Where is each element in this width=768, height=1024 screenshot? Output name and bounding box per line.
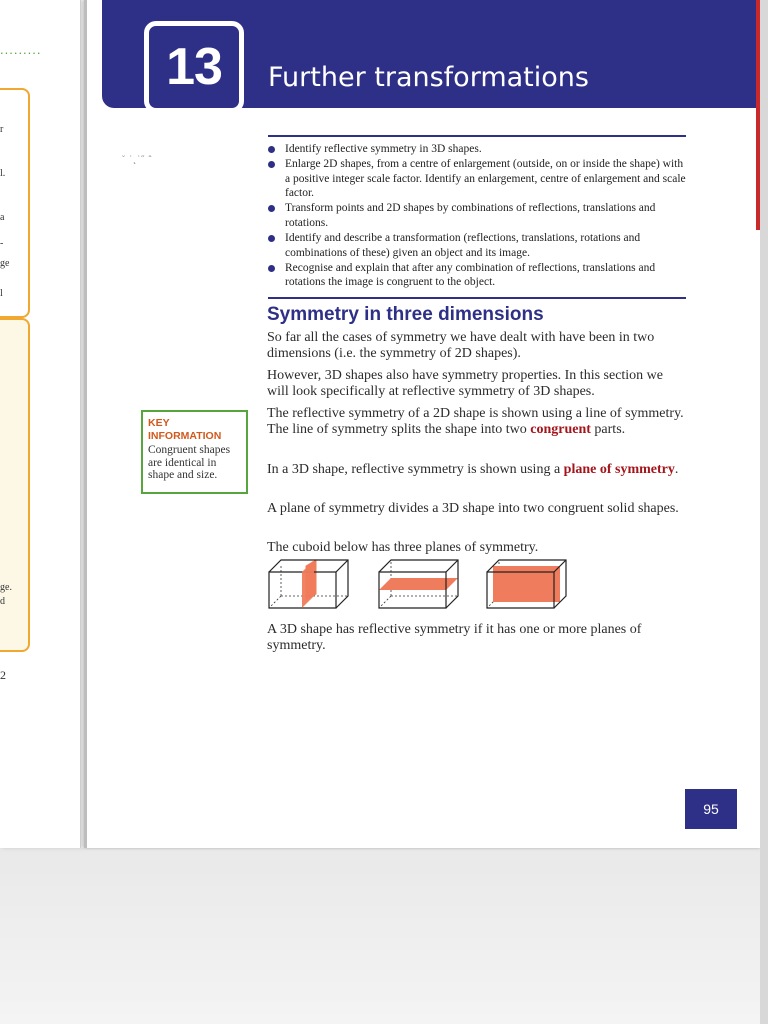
previous-page-box	[0, 318, 30, 652]
previous-page-box	[0, 88, 30, 318]
paragraph-text: In a 3D shape, reflective symmetry is shown using a	[267, 462, 564, 477]
pencil-marks: ˘ ˙˛˙˝ ˆ	[122, 154, 153, 164]
previous-page-fragment: ge.	[0, 582, 12, 593]
key-information-text: Congruent shapes are identical in shape and size.	[148, 444, 231, 481]
objective-text: Enlarge 2D shapes, from a centre of enlargement (outside, on or inside the shape) with a positive integer scale factor. Identify an enlargement, centre of enlargement and scale factor.	[285, 158, 686, 200]
previous-page-fragment: ge	[0, 258, 10, 269]
paragraph-text: .	[674, 462, 679, 477]
paragraph: A plane of symmetry divides a 3D shape into two congruent solid shapes.	[267, 501, 679, 516]
bullet-icon	[268, 205, 275, 212]
bullet-icon	[268, 235, 275, 242]
previous-page-number: 2	[0, 668, 6, 682]
cuboid-horizontal-plane-icon	[379, 560, 458, 608]
paragraph: A 3D shape has reflective symmetry if it has one or more planes of symmetry.	[267, 622, 642, 653]
objective-text: Identify reflective symmetry in 3D shapes.	[285, 143, 482, 155]
bullet-icon	[268, 265, 275, 272]
objective-item	[268, 231, 688, 260]
cuboid-front-plane-icon	[487, 560, 566, 608]
key-term-congruent: congruent	[530, 422, 591, 437]
previous-page-dotted-line: .........	[0, 42, 42, 57]
previous-page	[0, 0, 81, 848]
chapter-number-badge: 13	[144, 21, 244, 113]
objective-text: Transform points and 2D shapes by combinations of reflections, translations and rotations.	[285, 202, 656, 229]
paragraph-text: parts.	[590, 422, 626, 437]
paragraph-text: The reflective symmetry of a 2D shape is shown using a line of symmetry. The line of symmetry splits the shape into two	[267, 406, 684, 437]
previous-page-fragment: l	[0, 288, 3, 299]
objective-text: Recognise and explain that after any combination of reflections, translations and rotations the image is congruent to the object.	[285, 261, 656, 289]
previous-page-fragment: -	[0, 238, 4, 249]
previous-page-fragment: r	[0, 124, 4, 135]
bullet-icon	[268, 146, 275, 153]
previous-page-fragment: a	[0, 212, 5, 223]
paragraph: However, 3D shapes also have symmetry properties. In this section we will look specifically at reflective symmetry of 3D shapes.	[267, 368, 664, 399]
objectives-bottom-rule	[268, 297, 686, 299]
page-spine	[84, 0, 87, 848]
paragraph: The cuboid below has three planes of symmetry.	[267, 540, 539, 555]
scan-background	[0, 848, 768, 1024]
page-number: 95	[685, 789, 737, 829]
paragraph	[267, 406, 685, 438]
key-information-box	[141, 410, 248, 494]
objective-item	[268, 261, 688, 290]
key-term-plane-of-symmetry: plane of symmetry	[563, 462, 675, 477]
objectives-top-rule	[268, 135, 686, 137]
objective-item	[268, 142, 688, 157]
cuboid-vertical-plane-icon	[269, 560, 348, 608]
paragraph	[267, 462, 685, 478]
previous-page-fragment: d	[0, 596, 5, 607]
objective-item	[268, 201, 688, 230]
key-information-title: KEY INFORMATION	[148, 417, 222, 442]
cuboid-diagrams	[266, 558, 586, 614]
objective-text: Identify and describe a transformation (reflections, translations, rotations and combinations of these) given an object and its image.	[285, 232, 641, 259]
paragraph: So far all the cases of symmetry we have dealt with have been in two dimensions (i.e. the symmetry of 2D shapes).	[267, 330, 655, 361]
previous-page-fragment: l.	[0, 168, 6, 179]
chapter-title: Further transformations	[268, 62, 589, 93]
scan-right-edge	[760, 0, 768, 1024]
objective-item	[268, 157, 688, 201]
bullet-icon	[268, 161, 275, 168]
section-heading: Symmetry in three dimensions	[267, 304, 544, 325]
learning-objectives	[268, 142, 688, 290]
